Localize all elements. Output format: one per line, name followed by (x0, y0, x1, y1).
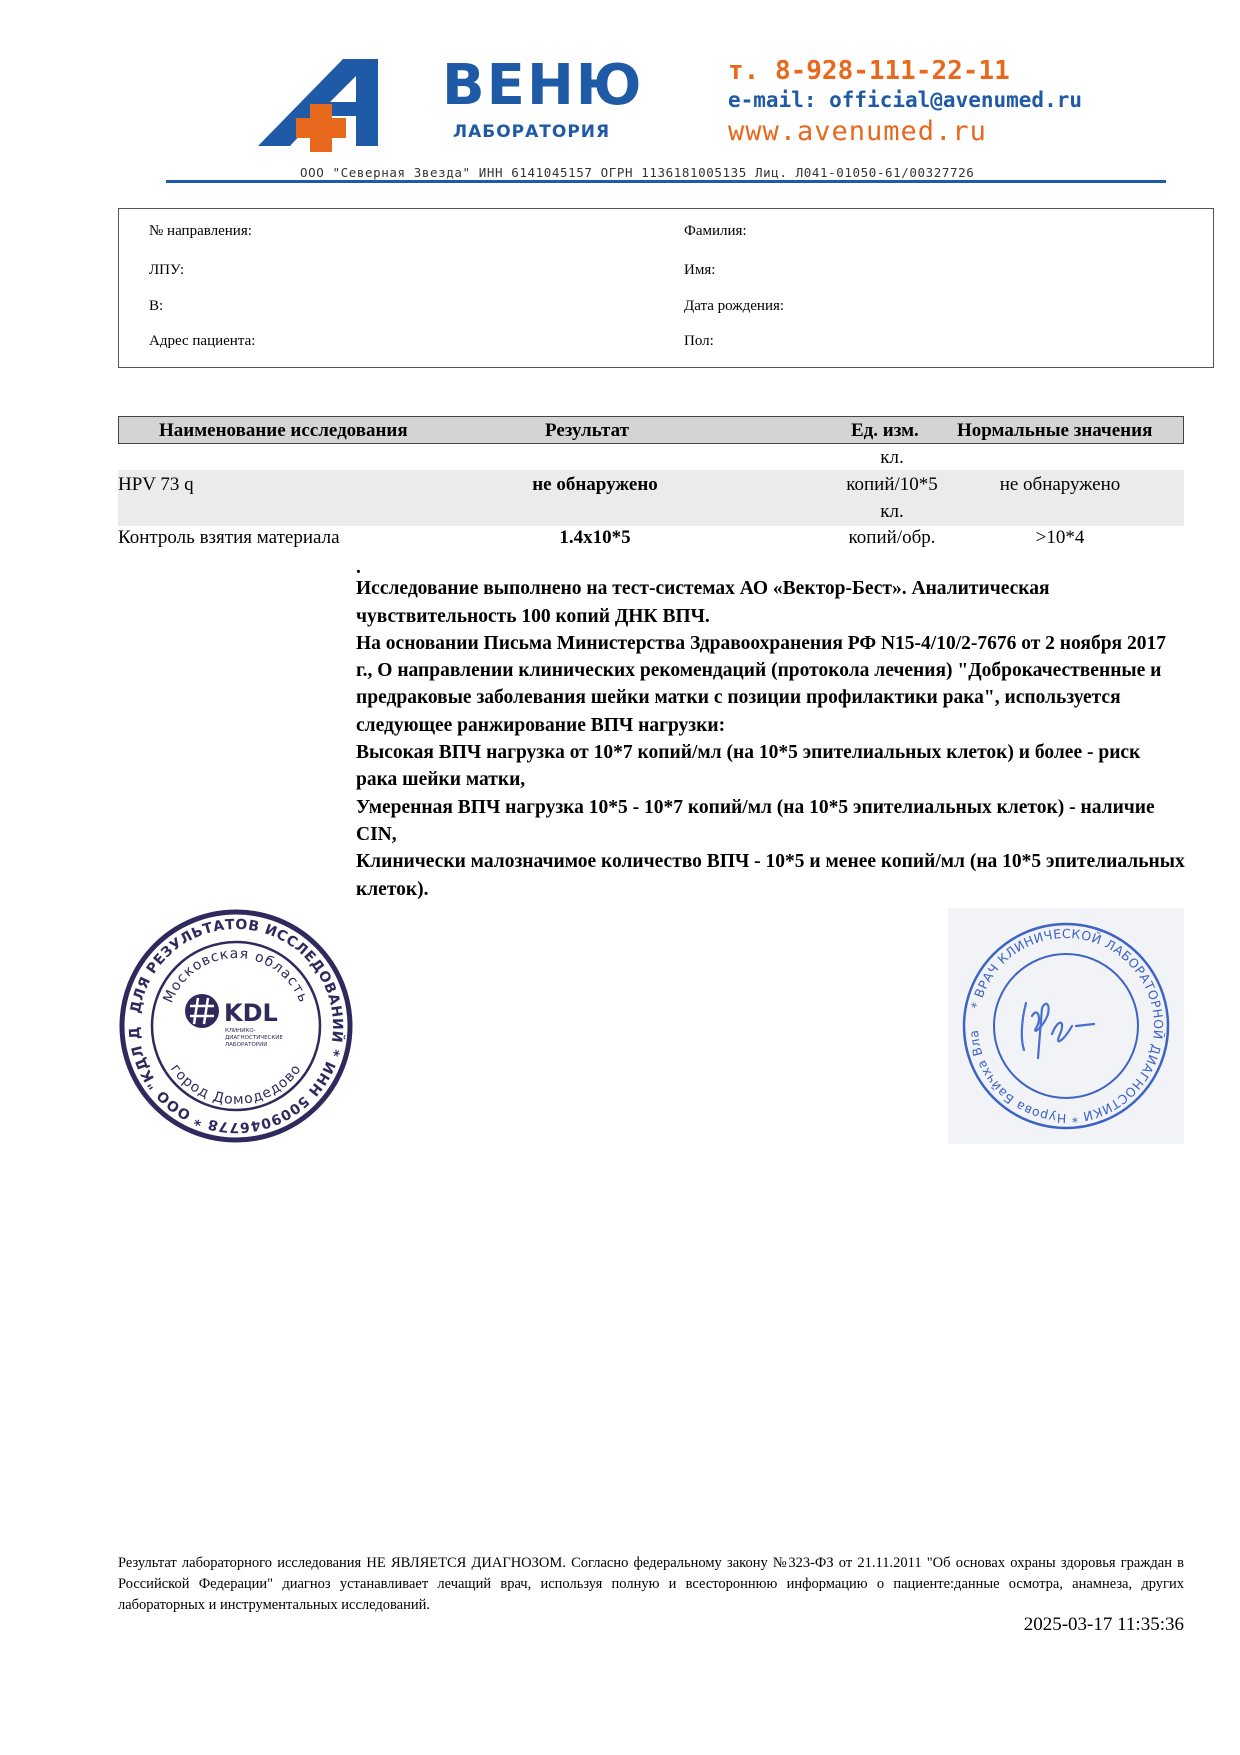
kdl-seal-icon (118, 908, 354, 1144)
row1-result: не обнаружено (532, 474, 658, 495)
row2-result: 1.4x10*5 (559, 527, 631, 548)
method-notes (356, 557, 1186, 903)
phone-number: т. 8-928-111-22-11 (728, 56, 1010, 86)
row2-normal-value: >10*4 (1035, 527, 1085, 548)
header-result: Результат (545, 420, 629, 441)
patient-info-box (118, 208, 1214, 368)
notes-line: Исследование выполнено на тест-системах АО «Вектор-Бест». Аналитическая чувствительность 100 копий ДНК ВПЧ. (356, 578, 1050, 627)
kdl-logo-text: KDL (224, 999, 278, 1027)
brand-subtitle: ЛАБОРАТОРИЯ (453, 122, 611, 142)
organization-stamp (118, 908, 354, 1144)
brand-name: ВЕНЮ (442, 53, 644, 118)
disclaimer-text: Результат лабораторного исследования НЕ ЯВЛЯЕТСЯ ДИАГНОЗОМ. Согласно федеральному закону №323-ФЗ от 21.11.2011 "Об основах охраны здоровья граждан в Российской Федерации" диагноз устанавливает лечащий врач, используя полную и всестороннюю информацию о пациенте:данные осмотра, анамнеза, других лабораторных и инструментальных исследований. (118, 1555, 1184, 1613)
doctor-stamp (948, 908, 1184, 1144)
sex-label: Пол: (684, 333, 714, 349)
kdl-logo-icon (185, 994, 219, 1028)
results-table-header (118, 416, 1184, 444)
svg-text:Московская область (160, 946, 311, 1005)
kdl-logo-sub2: ДИАГНОСТИЧЕСКИЕ (225, 1035, 283, 1041)
report-timestamp: 2025-03-17 11:35:36 (1023, 1614, 1184, 1635)
letterhead (160, 40, 1170, 190)
birth-date-label: Дата рождения: (684, 298, 785, 314)
stamp-outer-text: ДЛЯ РЕЗУЛЬТАТОВ ИССЛЕДОВАНИЙ * ИНН 5009046778 * ООО "КДЛ Д (126, 916, 346, 1136)
header-normal-values: Нормальные значения (957, 420, 1153, 441)
referral-number-label: № направления: (149, 223, 252, 239)
email-address: e-mail: official@avenumed.ru (728, 88, 1083, 112)
notes-dot: . (356, 557, 361, 578)
kdl-logo-sub3: ЛАБОРАТОРИИ (225, 1042, 268, 1048)
notes-line: На основании Письма Министерства Здравоохранения РФ N15-4/10/2-7676 от 2 ноября 2017 г., О направлении клинических рекомендаций (протокола лечения) "Доброкачественные и предраковые заболевания шейки матки с позиции профилактики рака", используется следующее ранжирование ВПЧ нагрузки: (356, 632, 1166, 736)
svg-text:* ВРАЧ КЛИНИЧЕСКОЙ ЛАБОРАТОРНО (948, 908, 1166, 1126)
row1-test-name: HPV 73 q (118, 474, 194, 495)
row1-unit-top: кл. (880, 447, 904, 468)
v-label: В: (149, 298, 164, 314)
surname-label: Фамилия: (684, 223, 747, 239)
company-details: ООО "Северная Звезда" ИНН 6141045157 ОГРН 1136181005135 Лиц. Л041-01050-61/00327726 (300, 165, 975, 180)
row2-test-name: Контроль взятия материала (118, 527, 340, 548)
stamp-region-text: Московская область (160, 945, 312, 1006)
signature-icon (1022, 1003, 1094, 1058)
row2-unit-top: кл. (880, 501, 904, 522)
doctor-seal-icon (948, 908, 1184, 1144)
notes-line: Умеренная ВПЧ нагрузка 10*5 - 10*7 копий/мл (на 10*5 эпителиальных клеток) - наличие CIN, (356, 796, 1155, 845)
patient-address-label: Адрес пациента: (149, 333, 256, 349)
lpu-label: ЛПУ: (149, 262, 185, 278)
row1-normal-value: не обнаружено (999, 474, 1121, 495)
row1-unit: копий/10*5 (846, 474, 938, 495)
avenu-logo-icon (258, 54, 438, 154)
svg-text:город Домодедово (167, 1061, 305, 1108)
doctor-stamp-text: * ВРАЧ КЛИНИЧЕСКОЙ ЛАБОРАТОРНОЙ ДИАГНОСТИКИ * Нурова Байчха Вла (966, 925, 1167, 1127)
header-unit: Ед. изм. (851, 420, 919, 441)
stamp-city-text: город Домодедово (167, 1061, 305, 1109)
website: www.avenumed.ru (728, 116, 987, 147)
notes-line: Высокая ВПЧ нагрузка от 10*7 копий/мл (на 10*5 эпителиальных клеток) и более - риск рака шейки матки, (356, 742, 1141, 791)
header-divider (166, 180, 1166, 183)
row2-unit: копий/обр. (848, 527, 936, 548)
name-label: Имя: (684, 262, 716, 278)
kdl-logo-sub1: КЛИНИКО- (225, 1028, 256, 1034)
notes-line: Клинически малозначимое количество ВПЧ - 10*5 и менее копий/мл (на 10*5 эпителиальных клеток). (356, 851, 1185, 900)
header-test-name: Наименование исследования (159, 420, 408, 441)
